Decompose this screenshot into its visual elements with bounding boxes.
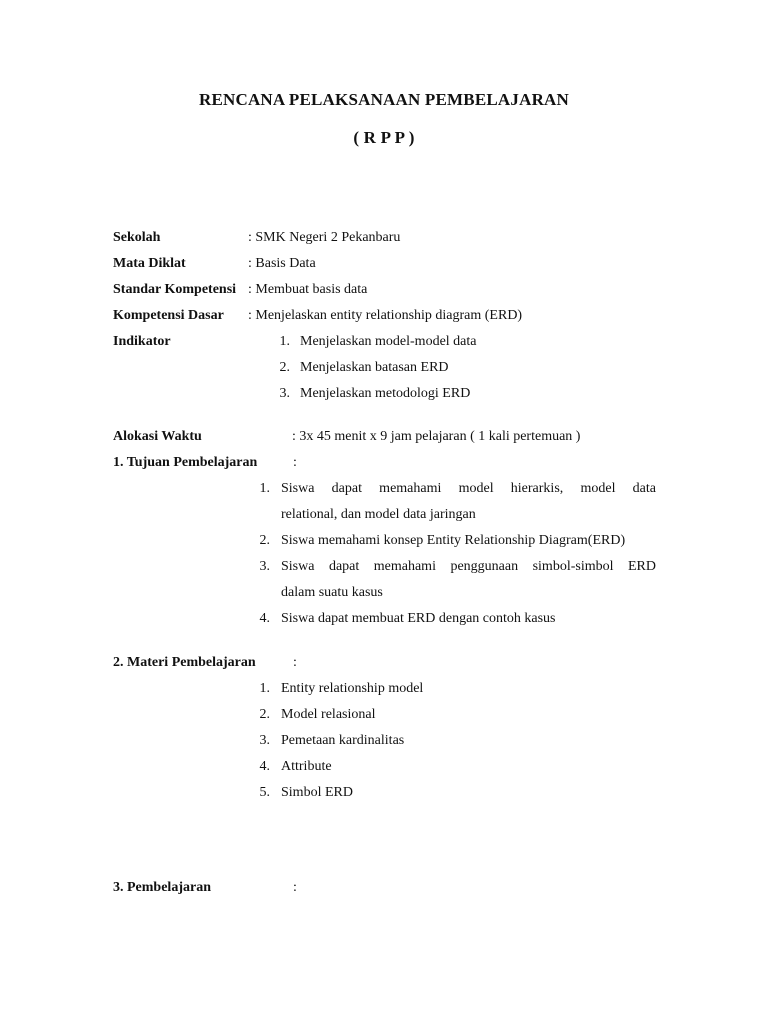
alokasi-waktu-label: Alokasi Waktu xyxy=(113,429,202,444)
standar-kompetensi-label: Standar Kompetensi xyxy=(113,282,237,297)
materi-colon: : xyxy=(293,655,297,670)
tujuan-colon: : xyxy=(293,455,297,470)
materi-number: 1. xyxy=(259,681,270,696)
materi-number: 2. xyxy=(259,707,270,722)
document-title: RENCANA PELAKSANAAN PEMBELAJARAN xyxy=(198,90,570,109)
tujuan-number: 4. xyxy=(259,611,270,626)
indikator-item: Menjelaskan batasan ERD xyxy=(300,360,449,375)
tujuan-item-line: Siswa memahami konsep Entity Relationship Diagram(ERD) xyxy=(281,533,626,548)
materi-item: Entity relationship model xyxy=(281,681,424,696)
tujuan-heading: 1. Tujuan Pembelajaran xyxy=(113,455,258,470)
tujuan-number: 3. xyxy=(259,559,270,574)
materi-number: 4. xyxy=(259,759,270,774)
tujuan-number: 1. xyxy=(259,481,270,496)
indikator-label: Indikator xyxy=(113,334,171,349)
materi-item: Simbol ERD xyxy=(281,785,353,800)
alokasi-waktu-value: : 3x 45 menit x 9 jam pelajaran ( 1 kali pertemuan ) xyxy=(292,429,581,444)
sekolah-value: : SMK Negeri 2 Pekanbaru xyxy=(248,230,401,245)
tujuan-item-line: Siswa dapat memahami model hierarkis, model data xyxy=(281,481,656,496)
pembelajaran-colon: : xyxy=(293,880,297,895)
sekolah-label: Sekolah xyxy=(113,230,161,245)
indikator-number: 2. xyxy=(279,360,290,375)
pembelajaran-heading: 3. Pembelajaran xyxy=(113,880,211,895)
materi-number: 3. xyxy=(259,733,270,748)
tujuan-item-line: Siswa dapat memahami penggunaan simbol-simbol ERD xyxy=(281,559,656,574)
mata-diklat-value: : Basis Data xyxy=(248,256,316,271)
tujuan-item-line: relational, dan model data jaringan xyxy=(281,507,476,522)
materi-number: 5. xyxy=(259,785,270,800)
materi-item: Attribute xyxy=(281,759,332,774)
tujuan-item-line: Siswa dapat membuat ERD dengan contoh kasus xyxy=(281,611,556,626)
kompetensi-dasar-label: Kompetensi Dasar xyxy=(113,308,224,323)
tujuan-item-line: dalam suatu kasus xyxy=(281,585,383,600)
indikator-number: 1. xyxy=(279,334,290,349)
standar-kompetensi-value: : Membuat basis data xyxy=(248,282,368,297)
indikator-number: 3. xyxy=(279,386,290,401)
kompetensi-dasar-value: : Menjelaskan entity relationship diagram (ERD) xyxy=(248,308,523,323)
mata-diklat-label: Mata Diklat xyxy=(113,256,186,271)
indikator-item: Menjelaskan metodologi ERD xyxy=(300,386,471,401)
indikator-item: Menjelaskan model-model data xyxy=(300,334,477,349)
materi-item: Pemetaan kardinalitas xyxy=(281,733,405,748)
materi-item: Model relasional xyxy=(281,707,376,722)
document-subtitle: ( R P P ) xyxy=(353,128,415,147)
materi-heading: 2. Materi Pembelajaran xyxy=(113,655,256,670)
tujuan-number: 2. xyxy=(259,533,270,548)
